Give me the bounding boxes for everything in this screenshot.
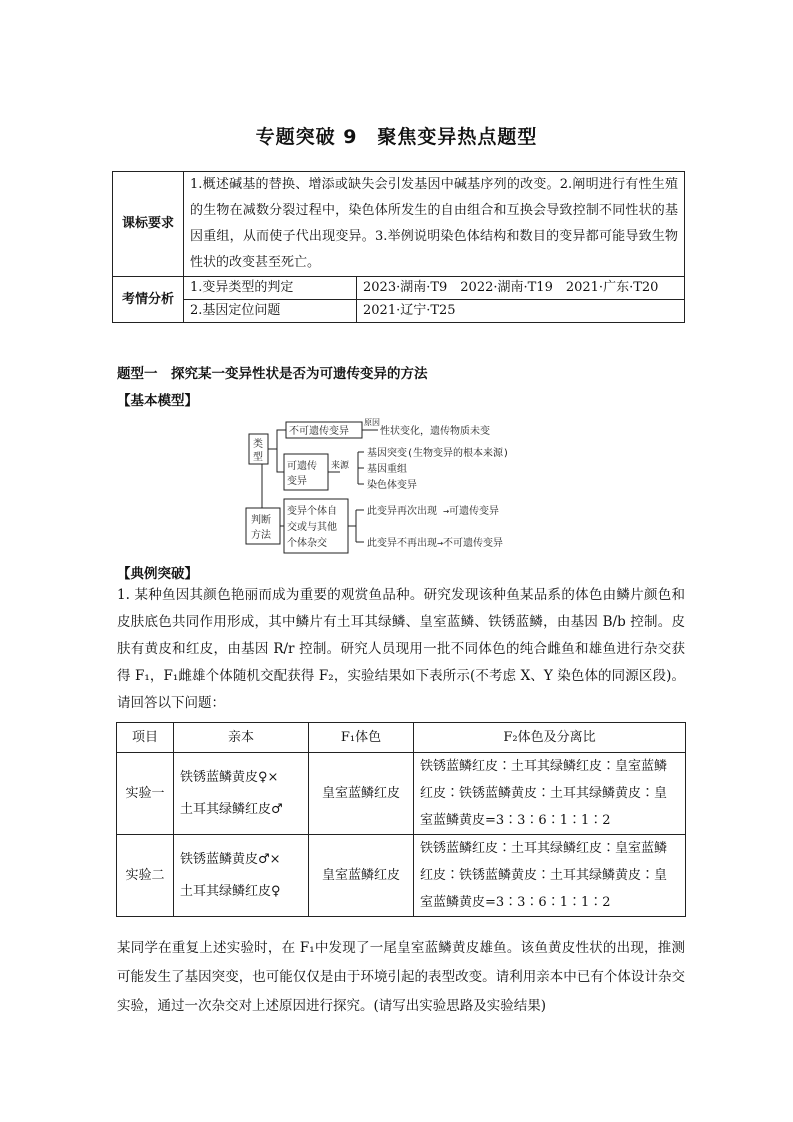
req-label: 课标要求 <box>113 172 184 277</box>
col-header-f1: F₁体色 <box>309 723 414 753</box>
diagram-heritable-2: 变异 <box>287 476 307 487</box>
col-header-parent: 亲本 <box>174 723 309 753</box>
page-title: 专题突破 9 聚焦变异热点题型 <box>255 126 538 148</box>
exam-topic-1: 1.变异类型的判定 <box>184 277 357 300</box>
exam-topic-2: 2.基因定位问题 <box>184 300 357 323</box>
col-header-f2: F₂体色及分离比 <box>414 723 686 753</box>
example-label: 【典例突破】 <box>117 566 198 582</box>
model-label: 【基本模型】 <box>117 393 198 409</box>
parent-line-1: 铁锈蓝鳞黄皮♂× <box>180 851 281 867</box>
exam-label: 考情分析 <box>113 277 184 323</box>
parent-cell <box>174 835 309 917</box>
diagram-nonheritable: 不可遗传变异 <box>289 426 349 437</box>
req-text: 1.概述碱基的替换、增添或缺失会引发基因中碱基序列的改变。2.阐明进行有性生殖的生物在减数分裂过程中，染色体所发生的自由组合和互换会导致控制不同性状的基因重组，从而使子代出现变异。3.举例说明染色体结构和数目的变异都可能导致生物性状的改变甚至死亡。 <box>184 172 685 277</box>
f1-cell: 皇室蓝鳞红皮 <box>309 753 414 835</box>
experiment-name: 实验二 <box>117 835 174 917</box>
followup-text: 某同学在重复上述实验时，在 F₁中发现了一尾皇室蓝鳞黄皮雄鱼。该鱼黄皮性状的出现，推测可能发生了基因突变，也可能仅仅是由于环境引起的表型改变。请利用亲本中已有个体设计杂交实验，通过一次杂交对上述原因进行探究。(请写出实验思路及实验结果) <box>117 940 685 1014</box>
experiment-name: 实验一 <box>117 753 174 835</box>
diagram-cross-3: 个体杂交 <box>287 538 327 549</box>
experiment-table <box>116 722 686 917</box>
f1-cell: 皇室蓝鳞红皮 <box>309 835 414 917</box>
diagram-nonheritable-result: 性状变化，遗传物质未变 <box>380 426 490 437</box>
parent-cell <box>174 753 309 835</box>
diagram-cross-2: 交或与其他 <box>287 522 337 533</box>
exam-source-2: 2021·辽宁·T25 <box>357 300 685 323</box>
diagram-source-1: 基因突变(生物变异的根本来源) <box>367 448 510 459</box>
diagram-root-2: 型 <box>253 452 263 463</box>
diagram-source-3: 染色体变异 <box>367 480 417 491</box>
f2-cell: 铁锈蓝鳞红皮∶土耳其绿鳞红皮∶皇室蓝鳞红皮∶铁锈蓝鳞黄皮∶土耳其绿鳞黄皮∶皇室蓝鳞黄皮=3∶3∶6∶1∶1∶2 <box>414 835 686 917</box>
table-row <box>117 835 686 917</box>
col-header-item: 项目 <box>117 723 174 753</box>
diagram-reason: 原因 <box>364 418 380 427</box>
diagram-outcome-2: 此变异不再出现→不可遗传变异 <box>367 538 504 549</box>
diagram-heritable-1: 可遗传 <box>287 461 317 472</box>
curriculum-table <box>112 171 685 323</box>
variation-diagram <box>240 410 560 555</box>
table-row <box>117 753 686 835</box>
diagram-source: 来源 <box>331 461 350 471</box>
parent-line-2: 土耳其绿鳞红皮♂ <box>180 801 283 817</box>
diagram-outcome-1: 此变异再次出现 →可遗传变异 <box>367 506 500 517</box>
parent-line-1: 铁锈蓝鳞黄皮♀× <box>180 769 279 785</box>
diagram-method-2: 方法 <box>251 530 271 541</box>
diagram-source-2: 基因重组 <box>367 464 407 475</box>
diagram-cross-1: 变异个体自 <box>287 506 337 517</box>
question-text: 1. 某种鱼因其颜色艳丽而成为重要的观赏鱼品种。研究发现该种鱼某品系的体色由鳞片颜色和皮肤底色共同作用形成，其中鳞片有土耳其绿鳞、皇室蓝鳞、铁锈蓝鳞，由基因 B/b 控制。皮肤有黄皮和红皮，由基因 R/r 控制。研究人员现用一批不同体色的纯合雌鱼和雄鱼进行杂交获得 F₁，F₁雌雄个体随机交配获得 F₂，实验结果如下表所示(不考虑 X、Y 染色体的同源区段)。请回答以下问题： <box>117 587 685 711</box>
f2-cell: 铁锈蓝鳞红皮∶土耳其绿鳞红皮∶皇室蓝鳞红皮∶铁锈蓝鳞黄皮∶土耳其绿鳞黄皮∶皇室蓝鳞黄皮=3∶3∶6∶1∶1∶2 <box>414 753 686 835</box>
diagram-method-1: 判断 <box>251 515 271 526</box>
parent-line-2: 土耳其绿鳞红皮♀ <box>180 883 281 899</box>
exam-source-1: 2023·湖南·T9 2022·湖南·T19 2021·广东·T20 <box>357 277 685 300</box>
section-heading: 题型一 探究某一变异性状是否为可遗传变异的方法 <box>117 366 428 382</box>
diagram-root-1: 类 <box>253 439 263 450</box>
